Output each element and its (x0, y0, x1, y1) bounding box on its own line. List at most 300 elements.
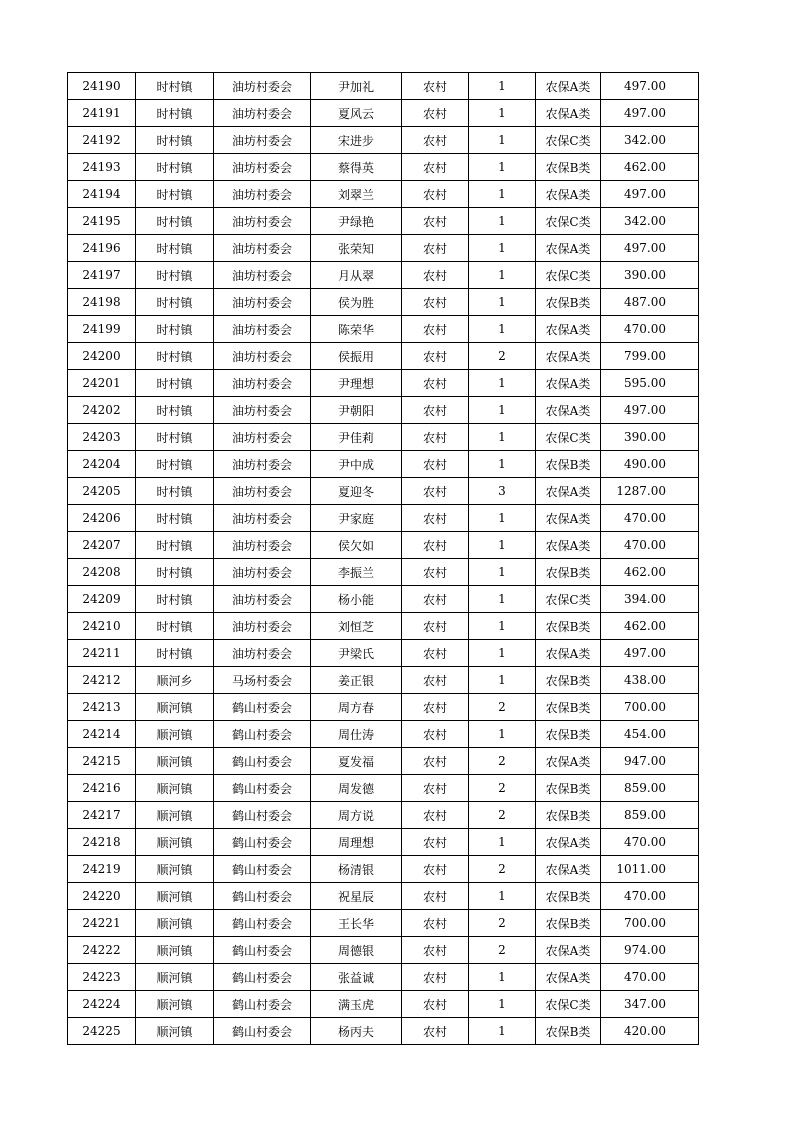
insurance-category-cell: 农保B类 (536, 910, 601, 937)
town-cell: 时村镇 (136, 316, 214, 343)
town-cell: 时村镇 (136, 235, 214, 262)
village-committee-cell: 鹤山村委会 (214, 829, 311, 856)
table-row (68, 694, 699, 721)
town-cell: 顺河镇 (136, 694, 214, 721)
persons-count-cell: 1 (469, 532, 536, 559)
name-cell: 尹家庭 (311, 505, 402, 532)
name-cell: 杨清银 (311, 856, 402, 883)
household-type-cell: 农村 (402, 667, 469, 694)
persons-count-cell: 1 (469, 424, 536, 451)
name-cell: 满玉虎 (311, 991, 402, 1018)
persons-count-cell: 1 (469, 667, 536, 694)
insurance-category-cell: 农保A类 (536, 505, 601, 532)
village-committee-cell: 油坊村委会 (214, 181, 311, 208)
town-cell: 顺河镇 (136, 1018, 214, 1045)
persons-count-cell: 3 (469, 478, 536, 505)
record-number-cell: 24223 (68, 964, 136, 991)
persons-count-cell: 1 (469, 721, 536, 748)
town-cell: 时村镇 (136, 397, 214, 424)
household-type-cell: 农村 (402, 775, 469, 802)
table-row (68, 802, 699, 829)
insurance-category-cell: 农保A类 (536, 478, 601, 505)
persons-count-cell: 2 (469, 802, 536, 829)
insurance-category-cell: 农保A类 (536, 937, 601, 964)
persons-count-cell: 2 (469, 748, 536, 775)
household-type-cell: 农村 (402, 964, 469, 991)
household-type-cell: 农村 (402, 397, 469, 424)
village-committee-cell: 鹤山村委会 (214, 721, 311, 748)
persons-count-cell: 1 (469, 208, 536, 235)
village-committee-cell: 油坊村委会 (214, 505, 311, 532)
town-cell: 时村镇 (136, 370, 214, 397)
record-number-cell: 24219 (68, 856, 136, 883)
record-number-cell: 24194 (68, 181, 136, 208)
table-body (68, 73, 699, 1045)
record-number-cell: 24213 (68, 694, 136, 721)
amount-cell: 700.00 (601, 910, 699, 937)
name-cell: 尹绿艳 (311, 208, 402, 235)
amount-cell: 470.00 (601, 505, 699, 532)
amount-cell: 342.00 (601, 208, 699, 235)
name-cell: 尹朝阳 (311, 397, 402, 424)
household-type-cell: 农村 (402, 235, 469, 262)
village-committee-cell: 鹤山村委会 (214, 883, 311, 910)
town-cell: 顺河镇 (136, 937, 214, 964)
village-committee-cell: 油坊村委会 (214, 640, 311, 667)
name-cell: 杨丙夫 (311, 1018, 402, 1045)
village-committee-cell: 油坊村委会 (214, 559, 311, 586)
household-type-cell: 农村 (402, 910, 469, 937)
insurance-category-cell: 农保A类 (536, 532, 601, 559)
household-type-cell: 农村 (402, 451, 469, 478)
persons-count-cell: 1 (469, 505, 536, 532)
village-committee-cell: 鹤山村委会 (214, 802, 311, 829)
table-row (68, 748, 699, 775)
insurance-category-cell: 农保B类 (536, 667, 601, 694)
village-committee-cell: 油坊村委会 (214, 316, 311, 343)
insurance-category-cell: 农保B类 (536, 694, 601, 721)
name-cell: 刘恒芝 (311, 613, 402, 640)
insurance-category-cell: 农保B类 (536, 802, 601, 829)
town-cell: 顺河镇 (136, 748, 214, 775)
village-committee-cell: 马场村委会 (214, 667, 311, 694)
amount-cell: 454.00 (601, 721, 699, 748)
record-number-cell: 24216 (68, 775, 136, 802)
insurance-category-cell: 农保C类 (536, 262, 601, 289)
record-number-cell: 24193 (68, 154, 136, 181)
persons-count-cell: 2 (469, 937, 536, 964)
insurance-category-cell: 农保A类 (536, 829, 601, 856)
village-committee-cell: 油坊村委会 (214, 532, 311, 559)
insurance-category-cell: 农保A类 (536, 640, 601, 667)
amount-cell: 1011.00 (601, 856, 699, 883)
name-cell: 李振兰 (311, 559, 402, 586)
name-cell: 周德银 (311, 937, 402, 964)
name-cell: 刘翠兰 (311, 181, 402, 208)
town-cell: 顺河乡 (136, 667, 214, 694)
household-type-cell: 农村 (402, 559, 469, 586)
persons-count-cell: 2 (469, 343, 536, 370)
insurance-category-cell: 农保B类 (536, 559, 601, 586)
name-cell: 月从翠 (311, 262, 402, 289)
table-row (68, 235, 699, 262)
table-row (68, 964, 699, 991)
amount-cell: 859.00 (601, 802, 699, 829)
household-type-cell: 农村 (402, 532, 469, 559)
persons-count-cell: 2 (469, 775, 536, 802)
village-committee-cell: 油坊村委会 (214, 613, 311, 640)
village-committee-cell: 油坊村委会 (214, 397, 311, 424)
persons-count-cell: 1 (469, 964, 536, 991)
town-cell: 时村镇 (136, 181, 214, 208)
name-cell: 宋进步 (311, 127, 402, 154)
name-cell: 陈荣华 (311, 316, 402, 343)
table-row (68, 424, 699, 451)
village-committee-cell: 鹤山村委会 (214, 694, 311, 721)
name-cell: 杨小能 (311, 586, 402, 613)
persons-count-cell: 1 (469, 559, 536, 586)
town-cell: 时村镇 (136, 640, 214, 667)
persons-count-cell: 1 (469, 1018, 536, 1045)
amount-cell: 420.00 (601, 1018, 699, 1045)
record-number-cell: 24192 (68, 127, 136, 154)
table-row (68, 100, 699, 127)
town-cell: 顺河镇 (136, 775, 214, 802)
village-committee-cell: 油坊村委会 (214, 208, 311, 235)
name-cell: 尹理想 (311, 370, 402, 397)
town-cell: 时村镇 (136, 208, 214, 235)
insurance-category-cell: 农保B类 (536, 154, 601, 181)
town-cell: 顺河镇 (136, 883, 214, 910)
amount-cell: 497.00 (601, 181, 699, 208)
amount-cell: 490.00 (601, 451, 699, 478)
insurance-category-cell: 农保A类 (536, 100, 601, 127)
table-row (68, 262, 699, 289)
persons-count-cell: 1 (469, 235, 536, 262)
town-cell: 时村镇 (136, 289, 214, 316)
town-cell: 时村镇 (136, 424, 214, 451)
persons-count-cell: 1 (469, 100, 536, 127)
amount-cell: 700.00 (601, 694, 699, 721)
insurance-category-cell: 农保B类 (536, 451, 601, 478)
record-number-cell: 24220 (68, 883, 136, 910)
village-committee-cell: 鹤山村委会 (214, 775, 311, 802)
persons-count-cell: 1 (469, 73, 536, 100)
persons-count-cell: 1 (469, 586, 536, 613)
record-number-cell: 24199 (68, 316, 136, 343)
amount-cell: 497.00 (601, 397, 699, 424)
record-number-cell: 24208 (68, 559, 136, 586)
amount-cell: 470.00 (601, 532, 699, 559)
table-row (68, 667, 699, 694)
household-type-cell: 农村 (402, 613, 469, 640)
record-number-cell: 24225 (68, 1018, 136, 1045)
household-type-cell: 农村 (402, 262, 469, 289)
village-committee-cell: 鹤山村委会 (214, 910, 311, 937)
table-row (68, 829, 699, 856)
table-row (68, 559, 699, 586)
table-row (68, 640, 699, 667)
amount-cell: 342.00 (601, 127, 699, 154)
household-type-cell: 农村 (402, 208, 469, 235)
table-row (68, 937, 699, 964)
insurance-category-cell: 农保B类 (536, 721, 601, 748)
household-type-cell: 农村 (402, 640, 469, 667)
village-committee-cell: 油坊村委会 (214, 289, 311, 316)
amount-cell: 462.00 (601, 613, 699, 640)
amount-cell: 947.00 (601, 748, 699, 775)
household-type-cell: 农村 (402, 73, 469, 100)
table-row (68, 910, 699, 937)
record-number-cell: 24200 (68, 343, 136, 370)
household-type-cell: 农村 (402, 316, 469, 343)
amount-cell: 497.00 (601, 640, 699, 667)
persons-count-cell: 2 (469, 910, 536, 937)
village-committee-cell: 油坊村委会 (214, 73, 311, 100)
record-number-cell: 24206 (68, 505, 136, 532)
household-type-cell: 农村 (402, 154, 469, 181)
persons-count-cell: 1 (469, 991, 536, 1018)
insurance-category-cell: 农保C类 (536, 586, 601, 613)
town-cell: 顺河镇 (136, 991, 214, 1018)
household-type-cell: 农村 (402, 937, 469, 964)
insurance-category-cell: 农保B类 (536, 775, 601, 802)
insurance-category-cell: 农保B类 (536, 883, 601, 910)
village-committee-cell: 鹤山村委会 (214, 937, 311, 964)
insurance-category-cell: 农保C类 (536, 991, 601, 1018)
name-cell: 王长华 (311, 910, 402, 937)
name-cell: 夏迎冬 (311, 478, 402, 505)
insurance-category-cell: 农保B类 (536, 289, 601, 316)
village-committee-cell: 鹤山村委会 (214, 991, 311, 1018)
amount-cell: 462.00 (601, 154, 699, 181)
village-committee-cell: 鹤山村委会 (214, 1018, 311, 1045)
amount-cell: 497.00 (601, 235, 699, 262)
amount-cell: 438.00 (601, 667, 699, 694)
record-number-cell: 24202 (68, 397, 136, 424)
table-row (68, 1018, 699, 1045)
table-row (68, 775, 699, 802)
record-number-cell: 24212 (68, 667, 136, 694)
town-cell: 顺河镇 (136, 802, 214, 829)
insurance-category-cell: 农保C类 (536, 127, 601, 154)
insurance-category-cell: 农保A类 (536, 343, 601, 370)
persons-count-cell: 1 (469, 289, 536, 316)
insurance-category-cell: 农保A类 (536, 316, 601, 343)
insurance-category-cell: 农保C类 (536, 208, 601, 235)
table-row (68, 883, 699, 910)
town-cell: 时村镇 (136, 451, 214, 478)
record-number-cell: 24190 (68, 73, 136, 100)
record-number-cell: 24198 (68, 289, 136, 316)
insurance-category-cell: 农保A类 (536, 181, 601, 208)
record-number-cell: 24203 (68, 424, 136, 451)
table-row (68, 505, 699, 532)
insurance-category-cell: 农保A类 (536, 964, 601, 991)
village-committee-cell: 油坊村委会 (214, 424, 311, 451)
household-type-cell: 农村 (402, 424, 469, 451)
village-committee-cell: 鹤山村委会 (214, 964, 311, 991)
household-type-cell: 农村 (402, 991, 469, 1018)
record-number-cell: 24222 (68, 937, 136, 964)
persons-count-cell: 1 (469, 613, 536, 640)
amount-cell: 470.00 (601, 316, 699, 343)
household-type-cell: 农村 (402, 721, 469, 748)
town-cell: 时村镇 (136, 127, 214, 154)
name-cell: 尹加礼 (311, 73, 402, 100)
name-cell: 侯欠如 (311, 532, 402, 559)
village-committee-cell: 鹤山村委会 (214, 748, 311, 775)
amount-cell: 799.00 (601, 343, 699, 370)
table-row (68, 397, 699, 424)
table-row (68, 721, 699, 748)
village-committee-cell: 油坊村委会 (214, 262, 311, 289)
name-cell: 尹梁氏 (311, 640, 402, 667)
amount-cell: 470.00 (601, 883, 699, 910)
village-committee-cell: 油坊村委会 (214, 154, 311, 181)
record-number-cell: 24201 (68, 370, 136, 397)
table-row (68, 586, 699, 613)
table-row (68, 289, 699, 316)
record-number-cell: 24197 (68, 262, 136, 289)
record-number-cell: 24204 (68, 451, 136, 478)
household-type-cell: 农村 (402, 802, 469, 829)
name-cell: 周发德 (311, 775, 402, 802)
insurance-category-cell: 农保B类 (536, 613, 601, 640)
village-committee-cell: 油坊村委会 (214, 370, 311, 397)
household-type-cell: 农村 (402, 1018, 469, 1045)
amount-cell: 390.00 (601, 424, 699, 451)
record-number-cell: 24196 (68, 235, 136, 262)
town-cell: 顺河镇 (136, 829, 214, 856)
table-row (68, 208, 699, 235)
town-cell: 时村镇 (136, 343, 214, 370)
town-cell: 顺河镇 (136, 856, 214, 883)
record-number-cell: 24191 (68, 100, 136, 127)
village-committee-cell: 油坊村委会 (214, 478, 311, 505)
name-cell: 周方春 (311, 694, 402, 721)
table-row (68, 532, 699, 559)
household-type-cell: 农村 (402, 181, 469, 208)
record-number-cell: 24207 (68, 532, 136, 559)
record-number-cell: 24217 (68, 802, 136, 829)
record-number-cell: 24218 (68, 829, 136, 856)
persons-count-cell: 1 (469, 154, 536, 181)
town-cell: 顺河镇 (136, 964, 214, 991)
name-cell: 夏发福 (311, 748, 402, 775)
village-committee-cell: 鹤山村委会 (214, 856, 311, 883)
insurance-category-cell: 农保B类 (536, 1018, 601, 1045)
amount-cell: 1287.00 (601, 478, 699, 505)
table-row (68, 370, 699, 397)
town-cell: 顺河镇 (136, 910, 214, 937)
name-cell: 周方说 (311, 802, 402, 829)
town-cell: 时村镇 (136, 559, 214, 586)
persons-count-cell: 1 (469, 829, 536, 856)
household-type-cell: 农村 (402, 748, 469, 775)
town-cell: 时村镇 (136, 73, 214, 100)
persons-count-cell: 1 (469, 451, 536, 478)
table-row (68, 316, 699, 343)
name-cell: 夏风云 (311, 100, 402, 127)
insurance-category-cell: 农保A类 (536, 370, 601, 397)
amount-cell: 390.00 (601, 262, 699, 289)
name-cell: 周仕涛 (311, 721, 402, 748)
town-cell: 时村镇 (136, 613, 214, 640)
table-row (68, 451, 699, 478)
name-cell: 蔡得英 (311, 154, 402, 181)
amount-cell: 487.00 (601, 289, 699, 316)
insurance-category-cell: 农保A类 (536, 397, 601, 424)
amount-cell: 497.00 (601, 73, 699, 100)
household-type-cell: 农村 (402, 586, 469, 613)
name-cell: 侯振用 (311, 343, 402, 370)
persons-count-cell: 1 (469, 127, 536, 154)
name-cell: 张益诚 (311, 964, 402, 991)
village-committee-cell: 油坊村委会 (214, 343, 311, 370)
name-cell: 尹佳莉 (311, 424, 402, 451)
insurance-category-cell: 农保C类 (536, 424, 601, 451)
persons-count-cell: 1 (469, 316, 536, 343)
town-cell: 时村镇 (136, 532, 214, 559)
table-row (68, 181, 699, 208)
insurance-category-cell: 农保A类 (536, 856, 601, 883)
name-cell: 侯为胜 (311, 289, 402, 316)
insurance-category-cell: 农保A类 (536, 748, 601, 775)
amount-cell: 595.00 (601, 370, 699, 397)
persons-count-cell: 2 (469, 856, 536, 883)
insurance-category-cell: 农保A类 (536, 73, 601, 100)
amount-cell: 462.00 (601, 559, 699, 586)
amount-cell: 974.00 (601, 937, 699, 964)
household-type-cell: 农村 (402, 343, 469, 370)
table-row (68, 991, 699, 1018)
amount-cell: 859.00 (601, 775, 699, 802)
persons-count-cell: 1 (469, 640, 536, 667)
name-cell: 周理想 (311, 829, 402, 856)
village-committee-cell: 油坊村委会 (214, 451, 311, 478)
household-type-cell: 农村 (402, 127, 469, 154)
name-cell: 尹中成 (311, 451, 402, 478)
village-committee-cell: 油坊村委会 (214, 235, 311, 262)
town-cell: 时村镇 (136, 154, 214, 181)
table-row (68, 127, 699, 154)
persons-count-cell: 1 (469, 262, 536, 289)
name-cell: 祝星辰 (311, 883, 402, 910)
household-type-cell: 农村 (402, 478, 469, 505)
household-type-cell: 农村 (402, 883, 469, 910)
table-row (68, 154, 699, 181)
name-cell: 张荣知 (311, 235, 402, 262)
household-type-cell: 农村 (402, 856, 469, 883)
data-table (67, 72, 699, 1045)
record-number-cell: 24224 (68, 991, 136, 1018)
name-cell: 姜正银 (311, 667, 402, 694)
household-type-cell: 农村 (402, 289, 469, 316)
household-type-cell: 农村 (402, 370, 469, 397)
record-number-cell: 24195 (68, 208, 136, 235)
household-type-cell: 农村 (402, 694, 469, 721)
household-type-cell: 农村 (402, 829, 469, 856)
record-number-cell: 24221 (68, 910, 136, 937)
record-number-cell: 24210 (68, 613, 136, 640)
persons-count-cell: 1 (469, 883, 536, 910)
table-row (68, 73, 699, 100)
table-row (68, 343, 699, 370)
persons-count-cell: 1 (469, 370, 536, 397)
town-cell: 时村镇 (136, 100, 214, 127)
record-number-cell: 24215 (68, 748, 136, 775)
